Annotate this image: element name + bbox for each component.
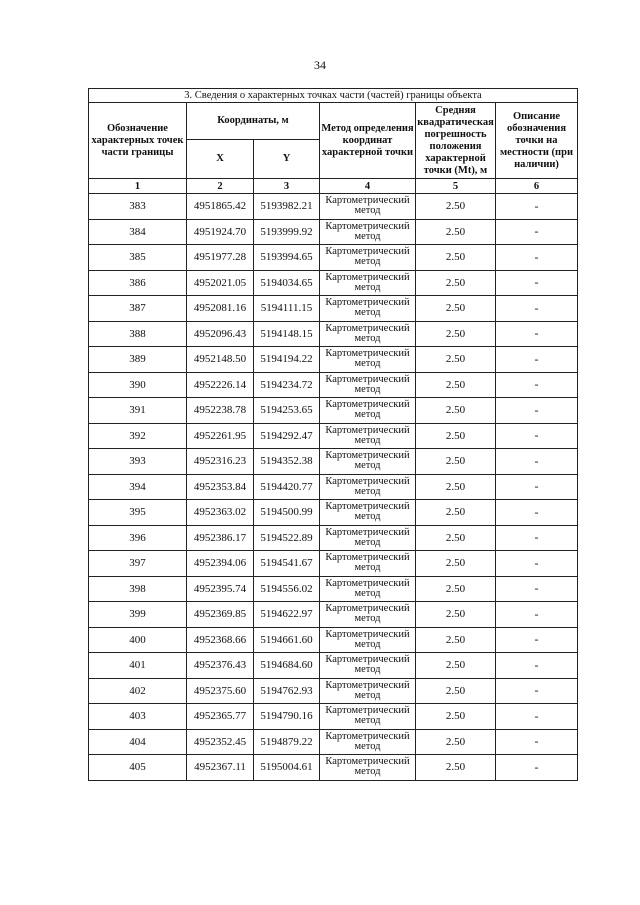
y-coordinate-cell: 5193999.92 [254, 219, 320, 245]
method-cell: Картометрический метод [320, 347, 416, 373]
description-cell: - [496, 398, 578, 424]
table-row [89, 449, 578, 475]
table-row [89, 270, 578, 296]
error-cell: 2.50 [416, 678, 496, 704]
method-cell: Картометрический метод [320, 321, 416, 347]
description-cell: - [496, 704, 578, 730]
y-coordinate-cell: 5194522.89 [254, 525, 320, 551]
error-cell: 2.50 [416, 525, 496, 551]
method-cell: Картометрический метод [320, 525, 416, 551]
error-cell: 2.50 [416, 551, 496, 577]
method-cell: Картометрический метод [320, 576, 416, 602]
x-coordinate-cell: 4952368.66 [187, 627, 254, 653]
point-cell: 390 [89, 372, 187, 398]
method-cell: Картометрический метод [320, 704, 416, 730]
description-cell: - [496, 296, 578, 322]
table-row [89, 678, 578, 704]
table-row [89, 653, 578, 679]
description-cell: - [496, 270, 578, 296]
error-cell: 2.50 [416, 653, 496, 679]
description-cell: - [496, 423, 578, 449]
x-coordinate-cell: 4952376.43 [187, 653, 254, 679]
description-cell: - [496, 194, 578, 220]
point-cell: 398 [89, 576, 187, 602]
x-coordinate-cell: 4952367.11 [187, 755, 254, 781]
x-coordinate-cell: 4952363.02 [187, 500, 254, 526]
x-coordinate-cell: 4952395.74 [187, 576, 254, 602]
section-title: 3. Сведения о характерных точках части (частей) границы объекта [89, 89, 578, 103]
point-cell: 396 [89, 525, 187, 551]
description-cell: - [496, 551, 578, 577]
table-row [89, 474, 578, 500]
point-cell: 393 [89, 449, 187, 475]
table-row [89, 576, 578, 602]
error-cell: 2.50 [416, 423, 496, 449]
method-cell: Картометрический метод [320, 372, 416, 398]
table-row [89, 321, 578, 347]
method-cell: Картометрический метод [320, 270, 416, 296]
y-coordinate-cell: 5194500.99 [254, 500, 320, 526]
x-coordinate-cell: 4951977.28 [187, 245, 254, 271]
method-cell: Картометрический метод [320, 245, 416, 271]
method-cell: Картометрический метод [320, 296, 416, 322]
table-row [89, 296, 578, 322]
method-cell: Картометрический метод [320, 551, 416, 577]
description-cell: - [496, 755, 578, 781]
error-cell: 2.50 [416, 627, 496, 653]
error-cell: 2.50 [416, 449, 496, 475]
column-number: 4 [320, 179, 416, 194]
point-cell: 405 [89, 755, 187, 781]
point-cell: 401 [89, 653, 187, 679]
y-coordinate-cell: 5194420.77 [254, 474, 320, 500]
y-coordinate-cell: 5194352.38 [254, 449, 320, 475]
table-row [89, 245, 578, 271]
y-coordinate-cell: 5194661.60 [254, 627, 320, 653]
column-number: 1 [89, 179, 187, 194]
description-cell: - [496, 500, 578, 526]
description-cell: - [496, 219, 578, 245]
method-cell: Картометрический метод [320, 474, 416, 500]
table-row [89, 423, 578, 449]
description-cell: - [496, 678, 578, 704]
point-cell: 384 [89, 219, 187, 245]
characteristic-points-table [88, 88, 578, 781]
point-cell: 392 [89, 423, 187, 449]
method-cell: Картометрический метод [320, 729, 416, 755]
y-coordinate-cell: 5194762.93 [254, 678, 320, 704]
method-cell: Картометрический метод [320, 755, 416, 781]
y-coordinate-cell: 5194790.16 [254, 704, 320, 730]
x-coordinate-cell: 4952316.23 [187, 449, 254, 475]
x-coordinate-cell: 4952369.85 [187, 602, 254, 628]
y-coordinate-cell: 5194292.47 [254, 423, 320, 449]
y-coordinate-cell: 5194111.15 [254, 296, 320, 322]
method-cell: Картометрический метод [320, 219, 416, 245]
error-cell: 2.50 [416, 602, 496, 628]
table-row [89, 755, 578, 781]
y-coordinate-cell: 5195004.61 [254, 755, 320, 781]
y-coordinate-cell: 5193994.65 [254, 245, 320, 271]
description-cell: - [496, 729, 578, 755]
header-description: Описание обозначения точки на местности (при наличии) [496, 103, 578, 179]
x-coordinate-cell: 4952148.50 [187, 347, 254, 373]
description-cell: - [496, 525, 578, 551]
description-cell: - [496, 653, 578, 679]
y-coordinate-cell: 5194541.67 [254, 551, 320, 577]
error-cell: 2.50 [416, 704, 496, 730]
point-cell: 404 [89, 729, 187, 755]
x-coordinate-cell: 4952226.14 [187, 372, 254, 398]
method-cell: Картометрический метод [320, 398, 416, 424]
point-cell: 391 [89, 398, 187, 424]
y-coordinate-cell: 5194622.97 [254, 602, 320, 628]
error-cell: 2.50 [416, 576, 496, 602]
y-coordinate-cell: 5194879.22 [254, 729, 320, 755]
point-cell: 387 [89, 296, 187, 322]
x-coordinate-cell: 4952021.05 [187, 270, 254, 296]
error-cell: 2.50 [416, 500, 496, 526]
x-coordinate-cell: 4952375.60 [187, 678, 254, 704]
header-coordinates: Координаты, м [187, 103, 320, 140]
table-row [89, 551, 578, 577]
method-cell: Картометрический метод [320, 500, 416, 526]
y-coordinate-cell: 5194556.02 [254, 576, 320, 602]
table-row [89, 525, 578, 551]
table-row [89, 347, 578, 373]
page-number: 34 [314, 58, 326, 72]
header-method: Метод определения координат характерной точки [320, 103, 416, 179]
x-coordinate-cell: 4952352.45 [187, 729, 254, 755]
point-cell: 394 [89, 474, 187, 500]
point-cell: 395 [89, 500, 187, 526]
error-cell: 2.50 [416, 219, 496, 245]
description-cell: - [496, 449, 578, 475]
x-coordinate-cell: 4951924.70 [187, 219, 254, 245]
error-cell: 2.50 [416, 398, 496, 424]
y-coordinate-cell: 5194253.65 [254, 398, 320, 424]
point-cell: 386 [89, 270, 187, 296]
description-cell: - [496, 372, 578, 398]
point-cell: 389 [89, 347, 187, 373]
table-row [89, 627, 578, 653]
method-cell: Картометрический метод [320, 653, 416, 679]
x-coordinate-cell: 4952238.78 [187, 398, 254, 424]
error-cell: 2.50 [416, 194, 496, 220]
point-cell: 385 [89, 245, 187, 271]
header-designation: Обозначение характерных точек части границы [89, 103, 187, 179]
x-coordinate-cell: 4952096.43 [187, 321, 254, 347]
error-cell: 2.50 [416, 296, 496, 322]
method-cell: Картометрический метод [320, 423, 416, 449]
error-cell: 2.50 [416, 372, 496, 398]
x-coordinate-cell: 4952353.84 [187, 474, 254, 500]
method-cell: Картометрический метод [320, 602, 416, 628]
y-coordinate-cell: 5194194.22 [254, 347, 320, 373]
description-cell: - [496, 576, 578, 602]
table-row [89, 729, 578, 755]
table-row [89, 194, 578, 220]
error-cell: 2.50 [416, 729, 496, 755]
y-coordinate-cell: 5194684.60 [254, 653, 320, 679]
point-cell: 397 [89, 551, 187, 577]
y-coordinate-cell: 5193982.21 [254, 194, 320, 220]
error-cell: 2.50 [416, 270, 496, 296]
error-cell: 2.50 [416, 321, 496, 347]
x-coordinate-cell: 4952081.16 [187, 296, 254, 322]
method-cell: Картометрический метод [320, 678, 416, 704]
x-coordinate-cell: 4951865.42 [187, 194, 254, 220]
table-body [89, 194, 578, 781]
table-row [89, 398, 578, 424]
description-cell: - [496, 627, 578, 653]
column-number: 5 [416, 179, 496, 194]
column-number: 2 [187, 179, 254, 194]
error-cell: 2.50 [416, 347, 496, 373]
method-cell: Картометрический метод [320, 194, 416, 220]
description-cell: - [496, 602, 578, 628]
point-cell: 400 [89, 627, 187, 653]
table-row [89, 500, 578, 526]
header-error: Средняя квадратическая погрешность положения характерной точки (Mt), м [416, 103, 496, 179]
column-number: 6 [496, 179, 578, 194]
column-number: 3 [254, 179, 320, 194]
table-row [89, 219, 578, 245]
x-coordinate-cell: 4952365.77 [187, 704, 254, 730]
table-row [89, 372, 578, 398]
point-cell: 383 [89, 194, 187, 220]
x-coordinate-cell: 4952394.06 [187, 551, 254, 577]
method-cell: Картометрический метод [320, 449, 416, 475]
point-cell: 399 [89, 602, 187, 628]
table-row [89, 602, 578, 628]
error-cell: 2.50 [416, 245, 496, 271]
description-cell: - [496, 347, 578, 373]
description-cell: - [496, 245, 578, 271]
x-coordinate-cell: 4952386.17 [187, 525, 254, 551]
header-x: X [187, 140, 254, 179]
description-cell: - [496, 321, 578, 347]
table-row [89, 704, 578, 730]
point-cell: 402 [89, 678, 187, 704]
y-coordinate-cell: 5194234.72 [254, 372, 320, 398]
y-coordinate-cell: 5194148.15 [254, 321, 320, 347]
point-cell: 388 [89, 321, 187, 347]
error-cell: 2.50 [416, 755, 496, 781]
error-cell: 2.50 [416, 474, 496, 500]
header-y: Y [254, 140, 320, 179]
x-coordinate-cell: 4952261.95 [187, 423, 254, 449]
description-cell: - [496, 474, 578, 500]
y-coordinate-cell: 5194034.65 [254, 270, 320, 296]
point-cell: 403 [89, 704, 187, 730]
method-cell: Картометрический метод [320, 627, 416, 653]
